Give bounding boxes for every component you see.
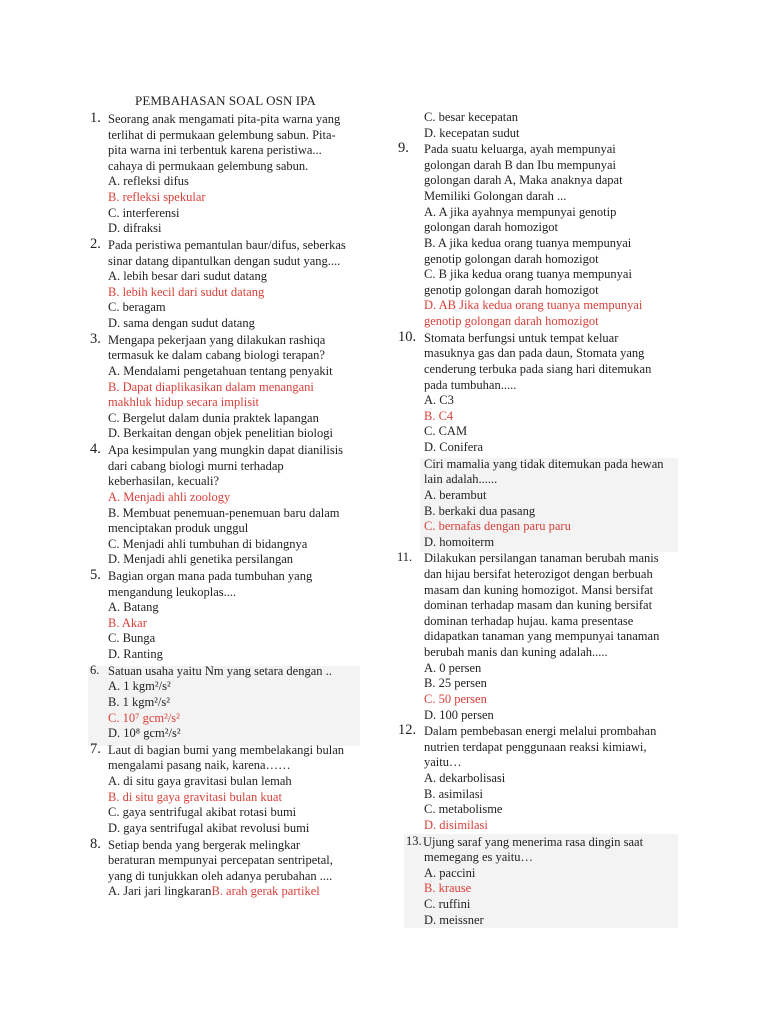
line-text: C. Bunga <box>108 631 156 646</box>
question-line <box>424 157 616 173</box>
question-number: 7. <box>90 740 101 757</box>
line-text: terlihat di permukaan gelembung sabun. Pita- <box>108 127 336 142</box>
question-line <box>108 442 343 458</box>
line-text: yang di tunjukkan oleh adanya perubahan .... <box>108 868 333 883</box>
question-line <box>424 456 664 472</box>
line-text: B. A jika kedua orang tuanya mempunyai <box>424 235 632 250</box>
question-number: 4. <box>90 441 101 458</box>
line-text: Apa kesimpulan yang mungkin dapat dianilisis <box>108 443 344 458</box>
question-line <box>108 253 340 269</box>
question-line <box>424 754 462 770</box>
question-line <box>424 896 470 912</box>
line-text: C. gaya sentrifugal akibat rotasi bumi <box>108 805 297 820</box>
line-text: A. refleksi difus <box>108 174 189 189</box>
line-text: genotip golongan darah homozigot <box>424 282 599 297</box>
question-number: 12. <box>398 722 417 739</box>
line-text: D. 10⁸ gcm²/s² <box>108 726 181 741</box>
line-text: sinar datang dipantulkan dengan sudut yang.... <box>108 253 341 268</box>
line-text: Bagian organ mana pada tumbuhan yang <box>108 568 313 583</box>
line-text: A. 0 persen <box>424 660 482 675</box>
line-text: C. CAM <box>424 424 468 439</box>
question-line <box>424 487 486 503</box>
line-text: didapatkan tanaman yang mempunyai tanaman <box>424 629 660 644</box>
line-text: Pada peristiwa pemantulan baur/difus, seberkas <box>108 237 346 252</box>
line-text: A. paccini <box>424 865 476 880</box>
question-line <box>424 361 651 377</box>
question-line <box>424 660 481 676</box>
question-number: 9. <box>398 140 409 157</box>
line-text: makhluk hidup secara implisit <box>108 395 260 410</box>
line-text: C. besar kecepatan <box>424 110 519 124</box>
line-text: genotip golongan darah homozigot <box>424 314 599 329</box>
question-line <box>108 694 170 710</box>
question-line <box>108 804 296 820</box>
answer-line-highlight <box>424 817 488 833</box>
question-line <box>108 220 161 236</box>
question-line <box>108 347 325 363</box>
line-text: A. C3 <box>424 393 454 408</box>
answer-line-highlight <box>424 313 599 329</box>
line-text: B. 25 persen <box>424 676 487 691</box>
question-line <box>108 299 166 315</box>
line-text: nutrien terdapat penggunaan reaksi kimiawi, <box>424 739 647 754</box>
question-line <box>108 520 248 536</box>
line-text: Dalam pembebasan energi melalui prombahan <box>424 724 657 739</box>
question-line <box>424 172 623 188</box>
question-line <box>108 725 181 741</box>
question-line <box>424 423 467 439</box>
answer-line-highlight <box>108 284 264 300</box>
question-line <box>108 868 332 884</box>
answer-line-highlight <box>424 518 571 534</box>
answer-line-highlight <box>108 615 147 631</box>
line-text: C. ruffini <box>424 897 471 911</box>
question-line <box>108 630 155 646</box>
line-text: B. berkaki dua pasang <box>424 503 536 518</box>
question-line <box>108 837 300 853</box>
question-line <box>108 473 219 489</box>
question-line <box>424 503 535 519</box>
line-text: lain adalah...... <box>424 472 498 487</box>
question-number: 1. <box>90 110 101 126</box>
question-line <box>108 363 333 379</box>
line-text: golongan darah homozigot <box>424 220 558 235</box>
answer-line-highlight <box>108 789 282 805</box>
question-line <box>108 584 236 600</box>
question-line <box>108 646 163 662</box>
question-line <box>424 251 599 267</box>
question-line <box>108 568 312 584</box>
line-text: Satuan usaha yaitu Nm yang setara dengan .. <box>108 663 332 678</box>
line-text: cenderung terbuka pada siang hari ditemukan <box>424 361 652 376</box>
line-text: B. 1 kgm²/s² <box>108 694 171 709</box>
question-line <box>424 597 652 613</box>
line-text: pada tumbuhan..... <box>424 377 517 392</box>
line-text: dominan terhadap hujau. kama presentase <box>424 613 634 628</box>
question-line <box>424 628 659 644</box>
question-line <box>424 235 631 251</box>
question-line <box>424 801 502 817</box>
line-text: yaitu… <box>424 755 462 770</box>
question-line <box>424 912 484 928</box>
question-line <box>424 330 618 346</box>
question-line <box>108 315 255 331</box>
line-text: keberhasilan, kecuali? <box>108 474 220 489</box>
question-line <box>424 282 599 298</box>
question-number: 10. <box>398 328 417 345</box>
question-line <box>424 644 608 660</box>
line-text: D. meissner <box>424 912 484 927</box>
line-text: D. Berkaitan dengan objek penelitian biologi <box>108 426 333 441</box>
answer-inline-highlight: B. arah gerak partikel <box>211 884 320 899</box>
line-text: Setiap benda yang bergerak melingkar <box>108 837 301 852</box>
question-line <box>424 109 518 125</box>
question-line <box>424 204 616 220</box>
line-text: B. Membuat penemuan-penemuan baru dalam <box>108 505 340 520</box>
question-line <box>108 127 336 143</box>
line-text: cahaya di permukaan gelembung sabun. <box>108 158 309 173</box>
line-text: C. bernafas dengan paru paru <box>424 519 571 534</box>
question-line <box>108 536 307 552</box>
question-line <box>108 111 340 127</box>
question-line <box>424 125 519 141</box>
question-line <box>108 142 322 158</box>
question-line <box>424 439 483 455</box>
line-text: B. refleksi spekular <box>108 190 206 205</box>
question-line <box>424 534 494 550</box>
question-line <box>424 739 647 755</box>
line-text: D. difraksi <box>108 221 162 236</box>
question-line <box>108 852 333 868</box>
line-text: golongan darah B dan Ibu mempunyai <box>424 157 616 172</box>
question-line <box>424 266 632 282</box>
line-text: Pada suatu keluarga, ayah mempunyai <box>424 142 616 157</box>
question-line <box>108 237 346 253</box>
line-text: Stomata berfungsi untuk tempat keluar <box>424 330 619 345</box>
answer-line-highlight <box>424 408 453 424</box>
line-text: C. 10⁷ gcm²/s² <box>108 710 180 725</box>
line-text: B. di situ gaya gravitasi bulan kuat <box>108 789 282 804</box>
line-text: A. dekarbolisasi <box>424 771 506 786</box>
answer-line-highlight <box>108 489 230 505</box>
page-title: PEMBAHASAN SOAL OSN IPA <box>135 93 316 108</box>
question-line <box>424 849 533 865</box>
line-text: B. lebih kecil dari sudut datang <box>108 284 265 299</box>
line-text: B. C4 <box>424 408 454 423</box>
question-line <box>424 141 616 157</box>
question-line <box>108 663 332 679</box>
line-text: D. kecepatan sudut <box>424 125 520 140</box>
line-text: menciptakan produk unggul <box>108 521 249 536</box>
line-text: Memiliki Golongan darah ... <box>424 189 567 204</box>
answer-line-highlight <box>108 710 180 726</box>
question-line <box>424 786 483 802</box>
question-line <box>108 757 291 773</box>
question-line <box>108 883 320 899</box>
line-text: Ujung saraf yang menerima rasa dingin saat <box>423 834 644 849</box>
line-text: termasuk ke dalam cabang biologi terapan? <box>108 348 325 363</box>
question-line <box>424 770 505 786</box>
line-text: C. metabolisme <box>424 802 503 817</box>
line-text: golongan darah A, Maka anaknya dapat <box>424 173 623 188</box>
answer-line-highlight <box>424 880 471 896</box>
question-number: 2. <box>90 235 101 252</box>
line-text: D. Menjadi ahli genetika persilangan <box>108 552 294 567</box>
question-line <box>108 742 344 758</box>
line-text: C. Bergelut dalam dunia praktek lapangan <box>108 410 319 425</box>
line-text: memegang es yaitu… <box>424 850 533 865</box>
question-number: 5. <box>90 566 101 583</box>
question-line <box>108 599 159 615</box>
question-line <box>108 820 309 836</box>
line-text: C. 50 persen <box>424 691 487 706</box>
line-text: pita warna ini terbentuk karena peristiwa... <box>108 143 322 158</box>
line-text: Laut di bagian bumi yang membelakangi bulan <box>108 742 345 757</box>
line-text: masuknya gas dan pada daun, Stomata yang <box>424 346 645 361</box>
line-text: D. 100 persen <box>424 707 494 722</box>
question-line <box>424 675 487 691</box>
line-text: mengandung leukoplas.... <box>108 584 237 599</box>
question-line <box>424 723 656 739</box>
line-text: C. beragam <box>108 300 166 315</box>
line-text: B. krause <box>424 881 472 896</box>
line-text: dan hijau bersifat heterozigot dengan berbuah <box>424 566 653 581</box>
question-line <box>424 188 566 204</box>
question-line <box>108 173 189 189</box>
line-text: A. A jika ayahnya mempunyai genotip <box>424 204 617 219</box>
question-line <box>424 707 494 723</box>
line-text: A. di situ gaya gravitasi bulan lemah <box>108 774 292 789</box>
line-text: Dilakukan persilangan tanaman berubah manis <box>424 551 659 566</box>
question-line <box>108 458 284 474</box>
line-text: mengalami pasang naik, karena…… <box>108 758 291 773</box>
line-text: dari cabang biologi murni terhadap <box>108 458 284 473</box>
line-text: D. Conifera <box>424 440 484 455</box>
line-text: masam dan kuning homozigot. Mansi bersifat <box>424 582 654 597</box>
question-line <box>108 773 292 789</box>
question-line <box>424 566 653 582</box>
answer-line-highlight <box>424 691 487 707</box>
line-text: beraturan mempunyai percepatan sentripetal, <box>108 853 333 868</box>
question-line <box>423 834 643 850</box>
line-text: A. Menjadi ahli zoology <box>108 489 231 504</box>
line-text: C. Menjadi ahli tumbuhan di bidangnya <box>108 536 308 551</box>
line-text: D. Ranting <box>108 647 163 662</box>
question-line <box>108 505 340 521</box>
question-line <box>108 678 171 694</box>
line-text: D. gaya sentrifugal akibat revolusi bumi <box>108 820 310 835</box>
line-text: berubah manis dan kuning adalah..... <box>424 645 608 660</box>
question-number: 3. <box>90 330 101 347</box>
line-text: D. sama dengan sudut datang <box>108 316 255 331</box>
question-line <box>424 392 454 408</box>
line-text: C. interferensi <box>108 205 180 220</box>
question-number: 6. <box>90 662 100 677</box>
line-text: D. homoiterm <box>424 534 495 549</box>
line-text: Ciri mamalia yang tidak ditemukan pada hewan <box>424 456 664 471</box>
line-text: A. 1 kgm²/s² <box>108 679 171 694</box>
question-line <box>108 332 325 348</box>
question-line <box>108 425 333 441</box>
question-line <box>108 205 180 221</box>
answer-line-highlight <box>108 379 314 395</box>
line-text: A. lebih besar dari sudut datang <box>108 269 267 284</box>
line-text: Mengapa pekerjaan yang dilakukan rashiqa <box>108 332 326 347</box>
line-text: B. Dapat diaplikasikan dalam menangani <box>108 379 314 394</box>
line-text: Seorang anak mengamati pita-pita warna yang <box>108 112 341 126</box>
line-text: A. berambut <box>424 487 487 502</box>
line-text: B. Akar <box>108 615 147 630</box>
question-number: 11. <box>397 550 413 565</box>
answer-line-highlight <box>108 189 206 205</box>
line-text: A. Mendalami pengetahuan tentang penyakit <box>108 363 333 378</box>
line-text: A. Jari jari lingkaran <box>108 884 212 899</box>
line-text: D. AB Jika kedua orang tuanya mempunyai <box>424 298 643 313</box>
question-number: 13. <box>406 833 422 848</box>
question-line <box>108 551 293 567</box>
question-line <box>424 613 633 629</box>
line-text: dominan terhadap masam dan kuning bersifat <box>424 598 653 613</box>
question-line <box>424 582 653 598</box>
question-line <box>424 219 558 235</box>
question-line <box>424 377 516 393</box>
question-line <box>424 471 497 487</box>
line-text: genotip golongan darah homozigot <box>424 251 599 266</box>
question-line <box>108 158 308 174</box>
line-text: D. disimilasi <box>424 817 488 832</box>
line-text: A. Batang <box>108 600 159 615</box>
answer-line-highlight <box>108 394 259 410</box>
question-line <box>424 550 659 566</box>
question-line <box>424 345 644 361</box>
answer-line-highlight <box>424 297 642 313</box>
question-line <box>108 410 319 426</box>
question-line <box>108 268 267 284</box>
line-text: C. B jika kedua orang tuanya mempunyai <box>424 267 632 282</box>
line-text: B. asimilasi <box>424 786 484 801</box>
question-line <box>424 865 475 881</box>
question-number: 8. <box>90 835 101 852</box>
